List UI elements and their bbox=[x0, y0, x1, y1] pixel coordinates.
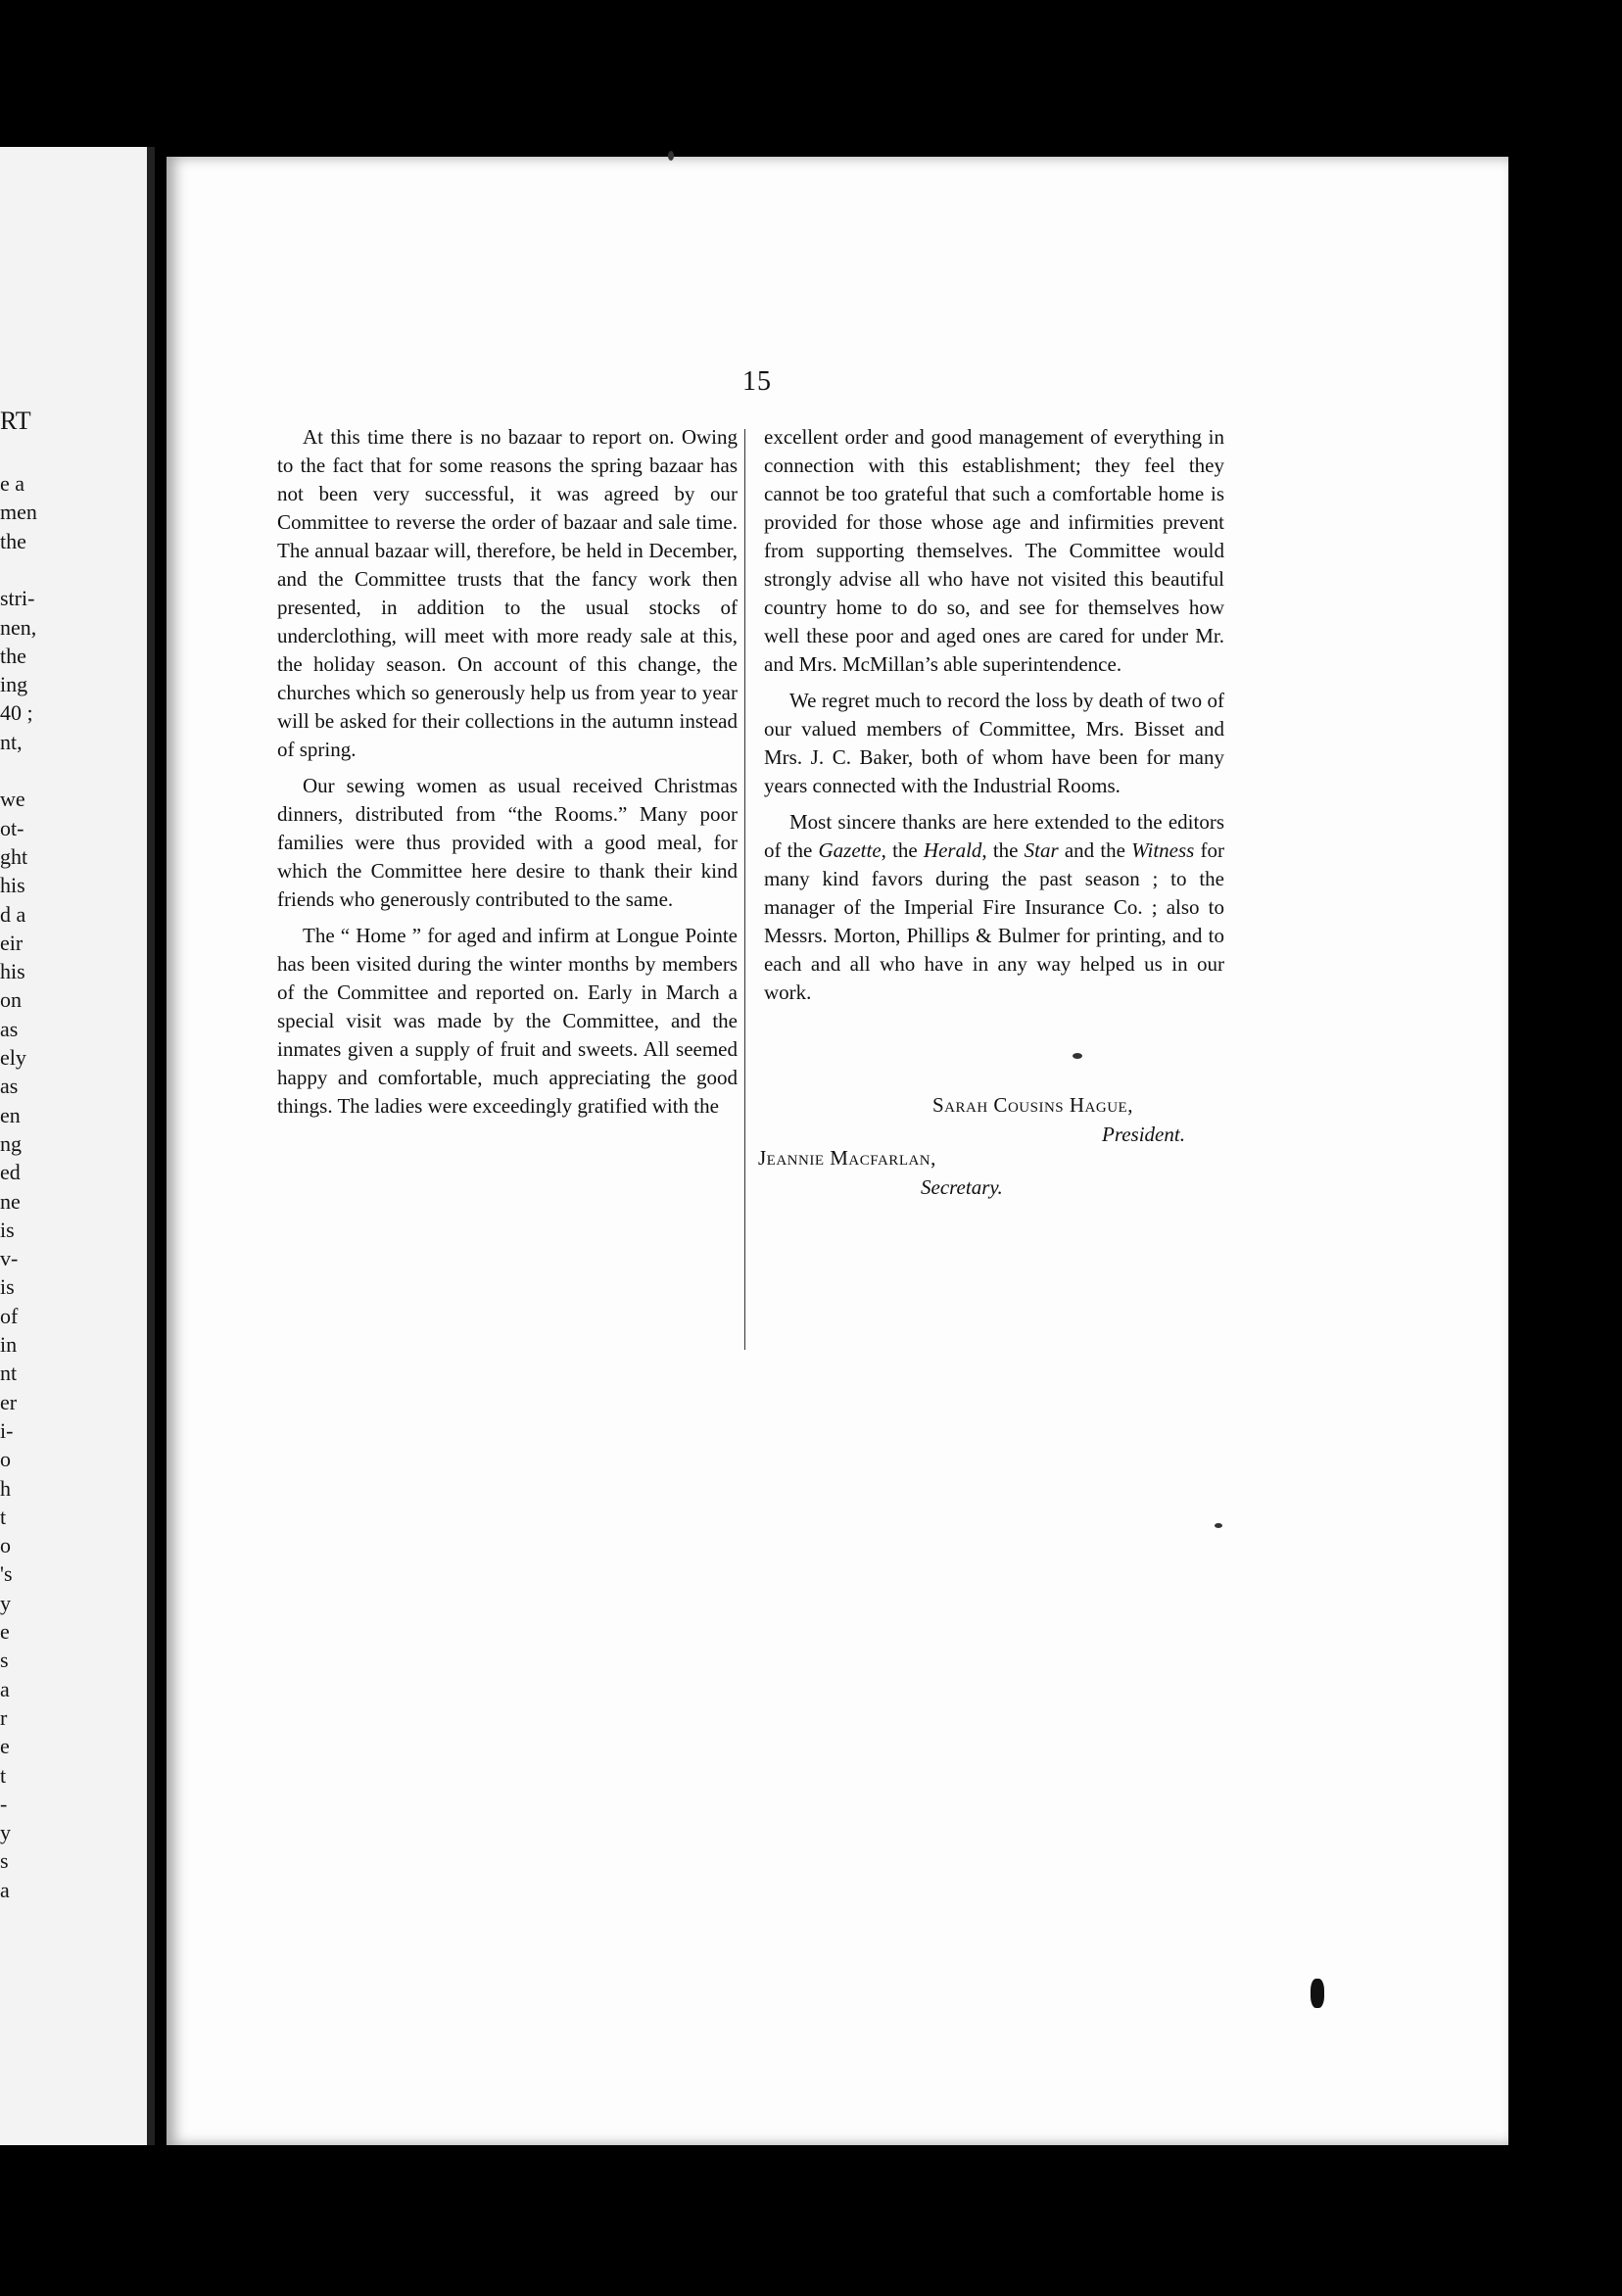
left-page-fragment-line: as bbox=[0, 1016, 19, 1041]
paragraph-bazaar: At this time there is no bazaar to report on. Owing to the fact that for some reasons the spring bazaar has not been very successful, it was agreed by our Committee to reverse the order of bazaar and sale time. The annual bazaar will, therefore, be held in December, and the Committee trusts that the fancy work then presented, in addition to the usual stocks of underclothing, will meet with more ready sale at this, the holiday season. On account of this change, the churches which so generously help us from year to year will be asked for their collections in the autumn instead of spring. bbox=[277, 425, 738, 761]
thanks-separator-1: , the bbox=[881, 838, 924, 862]
star-name: Star bbox=[1024, 838, 1059, 862]
scan-speck bbox=[1311, 1979, 1324, 2008]
left-page-fragment bbox=[0, 147, 155, 2145]
scan-speck bbox=[668, 151, 674, 161]
left-page-fragment-line: er bbox=[0, 1389, 18, 1414]
left-page-fragment-line: v- bbox=[0, 1246, 19, 1271]
left-page-fragment-line: y bbox=[0, 1820, 11, 1845]
left-page-fragment-line: eir bbox=[0, 930, 24, 955]
president-signature: Sarah Cousins Hague, bbox=[932, 1093, 1133, 1117]
left-page-fragment-line: i- bbox=[0, 1417, 14, 1443]
left-page-fragment-line: ne bbox=[0, 1188, 21, 1214]
scan-speck bbox=[1215, 1523, 1222, 1528]
thanks-text-end: for many kind favors during the past season ; to the manager of the Imperial Fire Insurance Co. ; also to Messrs. Morton, Phillips & Bulmer for printing, and to each and all who have in any way helped us in our work. bbox=[764, 838, 1225, 1004]
left-page-fragment-line: ing bbox=[0, 672, 28, 697]
witness-name: Witness bbox=[1131, 838, 1195, 862]
left-page-fragment-line: s bbox=[0, 1848, 9, 1874]
left-page-fragment-line: in bbox=[0, 1332, 18, 1357]
left-page-fragment-line: is bbox=[0, 1274, 15, 1300]
left-page-fragment-line: e bbox=[0, 1734, 10, 1759]
left-page-fragment-line: his bbox=[0, 959, 25, 984]
main-page bbox=[167, 157, 1508, 2145]
left-page-fragment-line: stri- bbox=[0, 586, 35, 611]
left-page-fragment-line: o bbox=[0, 1447, 11, 1472]
paragraph-christmas: Our sewing women as usual received Christmas dinners, distributed from “the Rooms.” Many poor families were thus provided with a good meal, for which the Committee here desire to thank their kind friends who generously contributed to the same. bbox=[277, 774, 738, 911]
left-page-fragment-line: 's bbox=[0, 1561, 13, 1587]
left-page-fragment-line: ng bbox=[0, 1130, 22, 1156]
left-page-fragment-line: as bbox=[0, 1074, 19, 1099]
left-page-fragment-line: nt bbox=[0, 1361, 18, 1386]
left-page-fragment-line: a bbox=[0, 1676, 10, 1701]
left-page-fragment-line: we bbox=[0, 787, 25, 812]
thanks-text-start: Most sincere thanks are here extended to the editors of the bbox=[764, 810, 1224, 862]
president-title: President. bbox=[1102, 1123, 1185, 1146]
herald-name: Herald bbox=[923, 838, 982, 862]
left-page-fragment-line: men bbox=[0, 500, 37, 525]
left-page-fragment-line: e a bbox=[0, 471, 25, 496]
left-page-fragment-line: o bbox=[0, 1533, 11, 1558]
left-page-fragment-line: y bbox=[0, 1590, 11, 1615]
left-page-fragment-line: a bbox=[0, 1877, 10, 1902]
left-page-heading: RT bbox=[0, 407, 31, 435]
paragraph-home: The “ Home ” for aged and infirm at Longue Pointe has been visited during the winter months by members of the Committee and reported on. Early in March a special visit was made by the Committee, and the inmates given a supply of fruit and sweets. All seemed happy and comfortable, much appreciating the good things. The ladies were exceedingly gratified with the bbox=[277, 924, 738, 1118]
left-page-fragment-line: ely bbox=[0, 1045, 26, 1070]
left-page-fragment-line: his bbox=[0, 873, 25, 898]
gazette-name: Gazette bbox=[818, 838, 882, 862]
paragraph-home-continued: excellent order and good management of everything in connection with this establishment; they feel they cannot be too grateful that such a comfortable home is provided for those whose age and infirmities prevent from supporting themselves. The Committee would strongly advise all who have not visited this beautiful country home to do so, and see for themselves how well these poor and aged ones are cared for under Mr. and Mrs. McMillan’s able superintendence. bbox=[764, 425, 1224, 676]
left-page-fragment-line: h bbox=[0, 1475, 11, 1501]
left-page-fragment-line: is bbox=[0, 1217, 15, 1242]
left-page-fragment-line: d a bbox=[0, 901, 26, 927]
page-number: 15 bbox=[742, 366, 772, 397]
paragraph-regret: We regret much to record the loss by death of two of our valued members of Committee, Mrs. Bisset and Mrs. J. C. Baker, both of whom have been for many years connected with the Industrial Rooms. bbox=[764, 689, 1224, 797]
scan-speck bbox=[1073, 1053, 1082, 1059]
thanks-separator-2: , the bbox=[981, 838, 1025, 862]
left-page-fragment-line: - bbox=[0, 1791, 8, 1816]
thanks-separator-3: and the bbox=[1058, 838, 1132, 862]
left-page-fragment-line: en bbox=[0, 1102, 21, 1127]
left-page-fragment-line: the bbox=[0, 528, 26, 553]
left-page-fragment-line: ot- bbox=[0, 815, 24, 840]
left-page-fragment-line: on bbox=[0, 987, 22, 1013]
left-page-fragment-line: nt, bbox=[0, 729, 23, 754]
left-page-fragment-line: of bbox=[0, 1303, 19, 1328]
left-page-fragment-line: 40 ; bbox=[0, 700, 33, 726]
left-page-fragment-line: the bbox=[0, 643, 26, 668]
right-column bbox=[764, 423, 1224, 1015]
paragraph-thanks bbox=[764, 808, 1224, 1007]
secretary-title: Secretary. bbox=[921, 1175, 1003, 1199]
left-page-fragment-line: e bbox=[0, 1619, 10, 1644]
left-column bbox=[277, 423, 738, 1128]
left-page-fragment-line: ed bbox=[0, 1160, 21, 1185]
left-page-fragment-line: ght bbox=[0, 843, 28, 869]
secretary-signature: Jeannie Macfarlan, bbox=[758, 1146, 936, 1170]
left-page-fragment-line: s bbox=[0, 1648, 9, 1673]
left-page-fragment-line: t bbox=[0, 1762, 7, 1788]
left-page-fragment-line: nen, bbox=[0, 614, 37, 640]
left-page-fragment-line: r bbox=[0, 1704, 8, 1730]
left-page-fragment-line: t bbox=[0, 1504, 7, 1529]
column-divider bbox=[744, 429, 745, 1350]
